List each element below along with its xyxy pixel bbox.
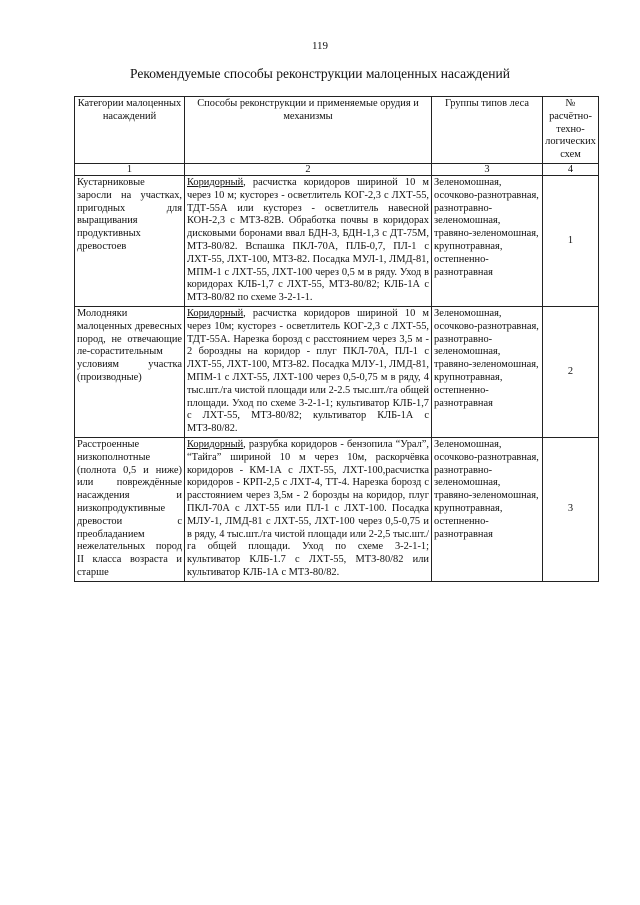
table-row (75, 306, 599, 437)
method-description: , расчистка коридоров шириной 10 м через 10 м; кусторез - осветлитель КОГ-2,3 с ЛХТ-55, ТДТ-55А или кусторез - осветлитель навесной КОН-2,3 с МТЗ-82В. Обработка почвы в коридорах дисковыми боронами ввал БДН-3, БДН-1,3 с ДТ-75М, МТЗ-80/82. Вспашка ПКЛ-70А, ПЛБ-0,7, ПЛ-1 с ЛХТ-55, ЛХТ-100, МТЗ-82. Посадка МУЛ-1, ЛМД-81, МПМ-1 с ЛХТ-55, ЛХТ-100 через 0,5 м в ряду. Уход в коридорах КЛБ-1,7 с ЛХТ-55, МТЗ-80/82; КЛБ-1А с МТЗ-80/82 по схеме 3-2-1-1. (187, 176, 429, 304)
header-scheme-number: № расчётно-техно-логических схем (543, 97, 599, 164)
method-cell (185, 306, 432, 437)
method-cell (185, 437, 432, 581)
scheme-number-cell: 1 (543, 175, 599, 306)
category-cell: Молодняки малоценных древесных пород, не отвечающие ле-сорастительным условиям участка (производные) (75, 306, 185, 437)
table-row (75, 437, 599, 581)
category-cell: Кустарниковые заросли на участках, пригодных для выращивания продуктивных древостоев (75, 175, 185, 306)
column-number: 2 (185, 163, 432, 175)
column-number: 3 (432, 163, 543, 175)
reconstruction-methods-table (74, 96, 599, 582)
method-description: , разрубка коридоров - бензопила “Урал”, “Тайга” шириной 10 м через 10м, раскорчёвка коридоров - КМ-1А с ЛХТ-55, ЛХТ-100,расчистка коридоров - КРП-2,5 с ЛХТ-4, ТТ-4. Нарезка борозд с расстоянием через 3,5м - 2 борозды на коридор, плуг ПКЛ-70А с ЛХТ-55 или ПЛ-1 с ЛХТ-100. Посадка МЛУ-1, ЛМД-81 с ЛХТ-55, ЛХТ-100 через 0,5-0,75 и в ряду, 4 тыс.шт./га чистой площади или 2-2,5 тыс.шт./га общей площади. Уход по схеме 3-2-1-1; культиватор КЛБ-1.7 с ЛХТ-55, МТЗ-80/82 или культиватор КЛБ-1А с МТЗ-80/82. (187, 438, 429, 578)
forest-types-cell: Зеленомошная, осочково-разнотравная, разнотравно-зеленомошная, травяно-зеленомошная, крупнотравная, остепненно-разнотравная (432, 175, 543, 306)
method-description: , расчистка коридоров шириной 10 м через 10м; кусторез - осветлитель КОГ-2,3 с ЛХТ-55, ТДТ-55А. Нарезка борозд с расстоянием через 3,5 м - 2 бороздны на коридор - плуг ПКЛ-70А, ПЛ-1 с ЛХТ-55, ЛХТ-100, МТЗ-82. Посадка МЛУ-1, ЛМД-81, МПМ-1 с ЛХТ-55, ЛХТ-100 через 0,5-0,75 м в ряду, 4 тыс.шт./га чистой площади или 2-2.5 тыс.шт./га общей площади. Уход по схеме 3-2-1-1; культиватор КЛБ-1,7 с ЛХТ-55, МТЗ-80/82; культиватор КЛБ-1А с МТЗ-80/82. (187, 307, 429, 435)
document-title: Рекомендуемые способы реконструкции малоценных насаждений (130, 66, 510, 81)
column-number: 1 (75, 163, 185, 175)
category-cell: Расстроенные низкополнотные (полнота 0,5 и ниже) или повреждённые насаждения и низкопродуктивные древостои с преобладанием нежелательных пород II класса возраста и старше (75, 437, 185, 581)
header-methods: Способы реконструкции и применяемые орудия и механизмы (185, 97, 432, 164)
table-row (75, 175, 599, 306)
header-forest-types: Группы типов леса (432, 97, 543, 164)
header-category: Категории малоценных насаждений (75, 97, 185, 164)
method-type: Коридорный (187, 307, 244, 319)
scheme-number-cell: 3 (543, 437, 599, 581)
forest-types-cell: Зеленомошная, осочково-разнотравная, разнотравно-зеленомошная, травяно-зеленомошная, крупнотравная, остепненно-разнотравная (432, 306, 543, 437)
page-number: 119 (311, 40, 329, 52)
method-type: Коридорный (187, 438, 244, 450)
scheme-number-cell: 2 (543, 306, 599, 437)
method-type: Коридорный (187, 176, 244, 188)
method-cell (185, 175, 432, 306)
table-header-row (75, 97, 599, 164)
column-number: 4 (543, 163, 599, 175)
column-number-row (75, 163, 599, 175)
forest-types-cell: Зеленомошная, осочково-разнотравная, разнотравно-зеленомошная, травяно-зеленомошная, крупнотравная, остепненно-разнотравная (432, 437, 543, 581)
